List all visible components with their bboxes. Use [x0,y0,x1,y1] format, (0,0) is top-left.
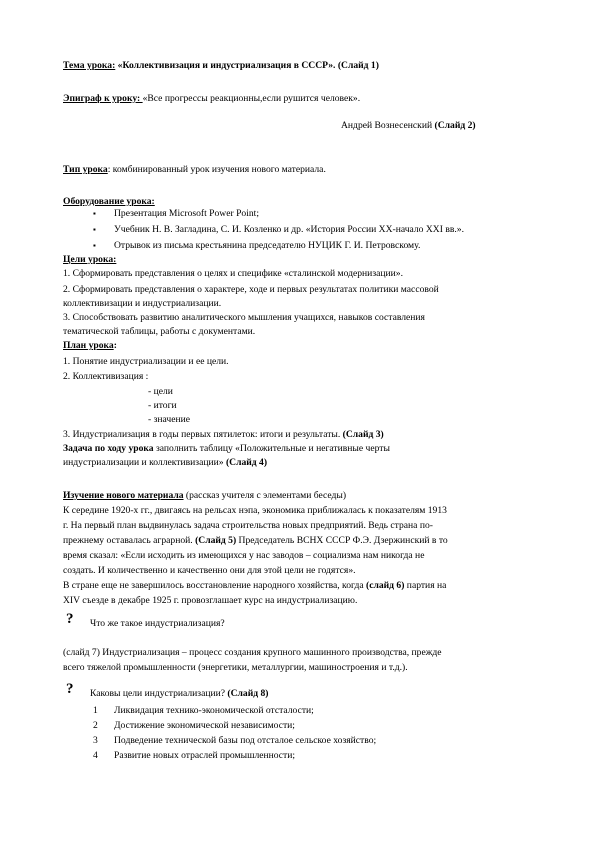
topic-text: «Коллективизация и индустриализация в СССР». [115,60,338,71]
list-item: Подведение технической базы под отсталое сельское хозяйство; [114,735,377,746]
plan-label: План урока [63,340,114,351]
task-text: заполнить таблицу «Положительные и негативные черты [153,443,390,454]
paragraph-text: прежнему оставалась аграрной. [63,535,196,546]
epigraph-text: «Все прогрессы реакционны,если рушится человек». [142,93,361,104]
equipment-item: Презентация Microsoft Power Point; [114,208,260,219]
paragraph-line: время сказал: «Если исходить из имеющихся у нас заводов – социализма нам никогда не [63,550,425,561]
question-mark-icon: ? [66,681,74,697]
epigraph-author-line [341,120,476,131]
plan-heading [63,340,117,351]
question-text-body: Каковы цели индустриализации? [90,688,228,699]
goals-heading: Цели урока: [63,254,117,265]
plan-subitem: - значение [148,414,191,425]
slide-ref: (Слайд 5) [195,535,237,546]
study-label: Изучение нового материала [63,490,184,501]
paragraph-text: партия на [404,580,447,591]
list-number: 3 [93,735,98,746]
epigraph-label: Эпиграф к уроку: [63,93,143,104]
plan-item3-text: 3. Индустриализация в годы первых пятилеток: итоги и результаты. [63,429,343,440]
task-slide: (Слайд 4) [225,457,268,468]
paragraph-line [63,580,446,591]
list-item: Развитие новых отраслей промышленности; [114,750,296,761]
paragraph-line: создать. И количественно и качественно они для этой цели не годятся». [63,565,356,576]
plan-subitem: - итоги [148,400,177,411]
question-text [90,688,268,699]
plan-item [63,429,384,440]
task-line [63,457,267,468]
list-item: Ликвидация технико-экономической отсталости; [114,705,314,716]
paragraph-line: К середине 1920-х гг., двигаясь на рельсах нэпа, экономика приближалась к показателям 1913 [63,505,447,516]
goal-line: тематической таблицы, работы с документами. [63,326,256,337]
plan-subitem: - цели [148,386,173,397]
equipment-item: Отрывок из письма крестьянина председателю НУЦИК Г. И. Петровскому. [114,240,421,251]
definition-slide: (слайд 7) [63,647,100,658]
topic-slide: (Слайд 1) [337,60,379,71]
bullet-icon: ▪ [93,209,96,218]
paragraph-line: XIV съезде в декабре 1925 г. провозглашает курс на индустриализацию. [63,595,358,606]
goal-line: 1. Сформировать представления о целях и специфике «сталинской модернизации». [63,268,403,279]
epigraph [63,93,360,104]
goal-line: коллективизации и индустриализации. [63,298,222,309]
topic-label: Тема урока: [63,60,116,71]
plan-colon: : [113,340,117,351]
paragraph-line: г. На первый план выдвинулась задача строительства новых предприятий. Ведь страна по- [63,520,433,531]
equipment-item: Учебник Н. В. Загладина, С. И. Козленко и др. «История России XX-начало XXI вв.». [114,224,464,235]
study-heading [63,490,346,501]
lesson-type [63,164,326,175]
goal-line: 2. Сформировать представления о характере, ходе и первых результатах политики массовой [63,284,439,295]
paragraph-line [63,535,448,546]
list-number: 1 [93,705,98,716]
paragraph-text: Председатель ВСНХ СССР Ф.Э. Дзержинский в то [236,535,448,546]
equipment-heading: Оборудование урока: [63,196,155,207]
question-mark-icon: ? [66,611,74,627]
task-label: Задача по ходу урока [63,443,154,454]
epigraph-author: Андрей Вознесенский [341,120,435,131]
definition-text: Индустриализация – процесс создания крупного машинного производства, прежде [99,647,442,658]
goal-line: 3. Способствовать развитию аналитического мышления учащихся, навыков составления [63,312,425,323]
plan-item: 1. Понятие индустриализации и ее цели. [63,356,229,367]
lesson-type-label: Тип урока [63,164,108,175]
definition-line: всего тяжелой промышленности (энергетики, металлургии, машиностроения и т.д.). [63,662,408,673]
epigraph-slide: (Слайд 2) [434,120,476,131]
question-slide: (Слайд 8) [227,688,269,699]
lesson-topic [63,60,379,71]
plan-item3-slide: (Слайд 3) [342,429,384,440]
task-line [63,443,390,454]
study-note: (рассказ учителя с элементами беседы) [183,490,347,501]
list-item: Достижение экономической независимости; [114,720,295,731]
question-text: Что же такое индустриализация? [90,618,225,629]
plan-item: 2. Коллективизация : [63,371,149,382]
lesson-type-text: : комбинированный урок изучения нового материала. [107,164,326,175]
list-number: 2 [93,720,98,731]
bullet-icon: ▪ [93,225,96,234]
definition-line [63,647,442,658]
paragraph-text: В стране еще не завершилось восстановление народного хозяйства, когда [63,580,366,591]
bullet-icon: ▪ [93,241,96,250]
task-text-2: индустриализации и коллективизации» [63,457,226,468]
list-number: 4 [93,750,98,761]
slide-ref: (слайд 6) [366,580,405,591]
